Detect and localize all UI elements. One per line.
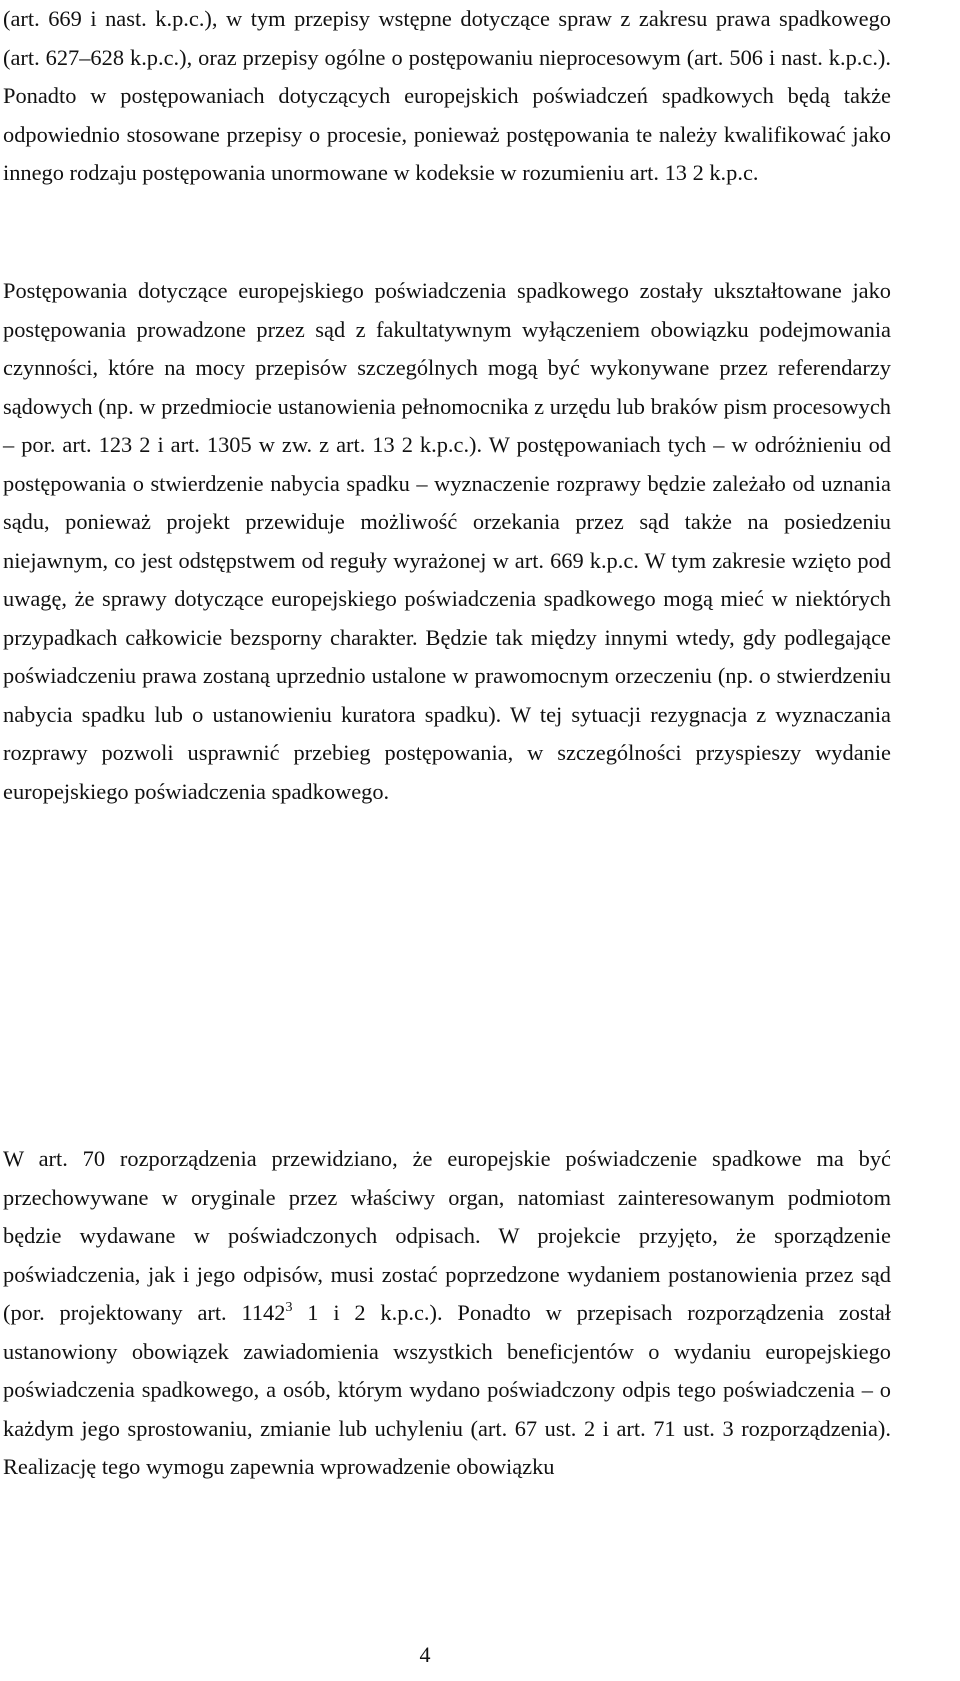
superscript-number: 3	[285, 1300, 293, 1315]
paragraph-3-text-end: 1 i 2 k.p.c.). Ponadto w przepisach rozporządzenia został ustanowiony obowiązek zawiadomienia wszystkich beneficjentów o wydaniu europejskiego poświadczenia spadkowego, a osób, którym wydano poświadczony odpis tego poświadczenia – o każdym jego sprostowaniu, zmianie lub uchyleniu (art. 67 ust. 2 i art. 71 ust. 3 rozporządzenia). Realizację tego wymogu zapewnia wprowadzenie obowiązku	[3, 1300, 891, 1479]
paragraph-2: Postępowania dotyczące europejskiego poświadczenia spadkowego zostały ukształtowane jako postępowania prowadzone przez sąd z fakultatywnym wyłączeniem obowiązku podejmowania czynności, które na mocy przepisów szczególnych mogą być wykonywane przez referendarzy sądowych (np. w przedmiocie ustanowienia pełnomocnika z urzędu lub braków pism procesowych – por. art. 123 2 i art. 1305 w zw. z art. 13 2 k.p.c.). W postępowaniach tych – w odróżnieniu od postępowania o stwierdzenie nabycia spadku – wyznaczenie rozprawy będzie zależało od uznania sądu, ponieważ projekt przewiduje możliwość orzekania przez sąd także na posiedzeniu niejawnym, co jest odstępstwem od reguły wyrażonej w art. 669 k.p.c. W tym zakresie wzięto pod uwagę, że sprawy dotyczące europejskiego poświadczenia spadkowego mogą mieć w niektórych przypadkach całkowicie bezsporny charakter. Będzie tak między innymi wtedy, gdy podlegające poświadczeniu prawa zostaną uprzednio ustalone w prawomocnym orzeczeniu (np. o stwierdzeniu nabycia spadku lub o ustanowieniu kuratora spadku). W tej sytuacji rezygnacja z wyznaczania rozprawy pozwoli usprawnić przebieg postępowania, w szczególności przyspieszy wydanie europejskiego poświadczenia spadkowego.	[3, 278, 891, 804]
paragraph-1: (art. 669 i nast. k.p.c.), w tym przepisy wstępne dotyczące spraw z zakresu prawa spadkowego (art. 627–628 k.p.c.), oraz przepisy ogólne o postępowaniu nieprocesowym (art. 506 i nast. k.p.c.). Ponadto w postępowaniach dotyczących europejskich poświadczeń spadkowych będą także odpowiednio stosowane przepisy o procesie, ponieważ postępowania te należy kwalifikować jako innego rodzaju postępowania unormowane w kodeksie w rozumieniu art. 13 2 k.p.c.	[3, 6, 891, 185]
paragraph-3-text-start: W art. 70 rozporządzenia przewidziano, że europejskie poświadczenie spadkowe ma być przechowywane w oryginale przez właściwy organ, natomiast zainteresowanym podmiotom będzie wydawane w poświadczonych odpisach. W projekcie przyjęto, że sporządzenie poświadczenia, jak i jego odpisów, musi zostać poprzedzone wydaniem postanowienia przez sąd (por. projektowany art. 1142	[3, 1146, 891, 1325]
page-number: 4	[419, 1642, 431, 1667]
paragraph-3	[3, 1140, 891, 1487]
